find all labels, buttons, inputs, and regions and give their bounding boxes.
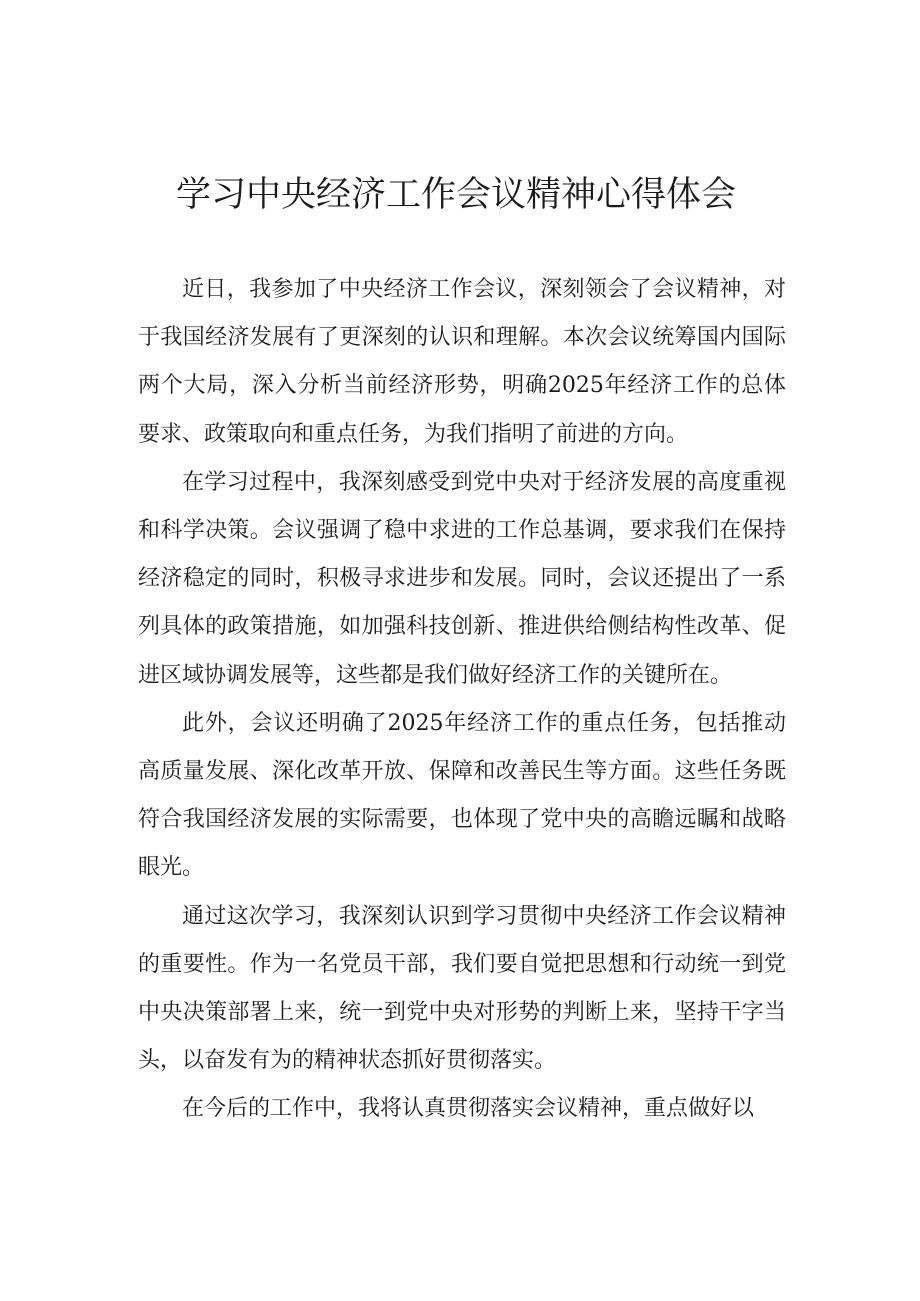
paragraph-5: 在今后的工作中，我将认真贯彻落实会议精神，重点做好以: [182, 1096, 755, 1122]
document-body: [138, 266, 786, 1134]
paragraph-1: 近日，我参加了中央经济工作会议，深刻领会了会议精神，对于我国经济发展有了更深刻的认识和理解。本次会议统筹国内国际两个大局，深入分析当前经济形势，明确2025年经济工作的总体要求、政策取向和重点任务，为我们指明了前进的方向。: [138, 277, 786, 447]
paragraph-4: 通过这次学习，我深刻认识到学习贯彻中央经济工作会议精神的重要性。作为一名党员干部，我们要自觉把思想和行动统一到党中央决策部署上来，统一到党中央对形势的判断上来，坚持干字当头，以奋发有为的精神状态抓好贯彻落实。: [138, 903, 786, 1074]
paragraph-3: 此外，会议还明确了2025年经济工作的重点任务，包括推动高质量发展、深化改革开放、保障和改善民生等方面。这些任务既符合我国经济发展的实际需要，也体现了党中央的高瞻远瞩和战略眼光。: [138, 710, 786, 881]
document-title: 学习中央经济工作会议精神心得体会: [175, 175, 736, 215]
paragraph-2: 在学习过程中，我深刻感受到党中央对于经济发展的高度重视和科学决策。会议强调了稳中求进的工作总基调，要求我们在保持经济稳定的同时，积极寻求进步和发展。同时，会议还提出了一系列具体的政策措施，如加强科技创新、推进供给侧结构性改革、促进区域协调发展等，这些都是我们做好经济工作的关键所在。: [138, 469, 786, 688]
